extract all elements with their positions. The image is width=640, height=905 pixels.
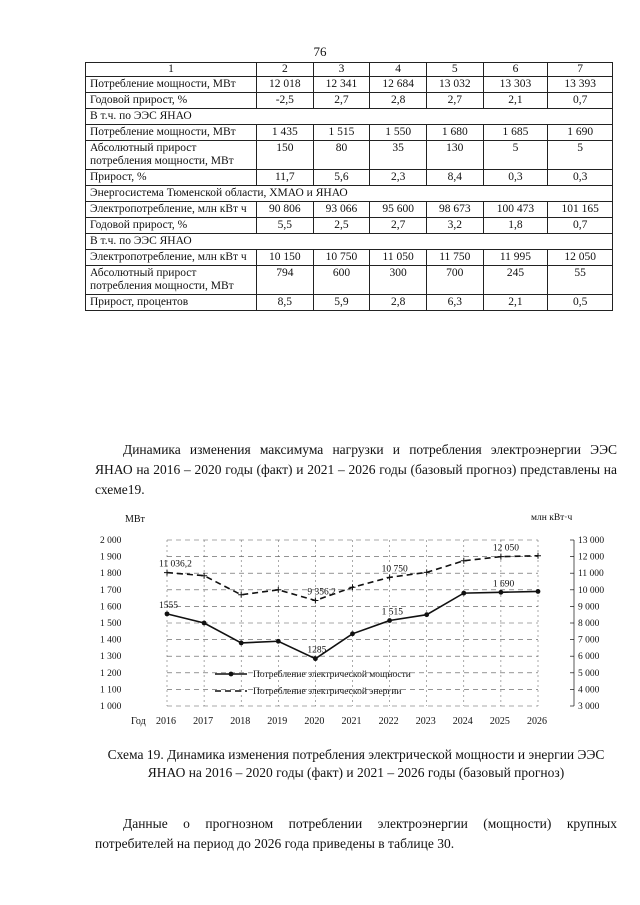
x-tick-label: 2025 (489, 716, 510, 727)
chart-caption: Схема 19. Динамика изменения потребления электрической мощности и энергии ЭЭС ЯНАО на 2016 – 2020 годы (факт) и 2021 – 2026 годы (базовый прогноз) (107, 747, 605, 780)
table-cell: 95 600 (370, 202, 427, 218)
series-point (276, 639, 281, 644)
table-cell: 2,7 (370, 218, 427, 234)
table-cell: 1 680 (426, 125, 483, 141)
table-cell: 5,5 (257, 218, 314, 234)
table-cell: 600 (313, 266, 370, 295)
series-point (165, 611, 170, 616)
table-cell: 245 (483, 266, 548, 295)
series-point (387, 618, 392, 623)
table-row (86, 202, 613, 218)
y-right-axis-label: млн кВт·ч (531, 513, 573, 523)
series-point (275, 587, 281, 593)
column-number: 7 (548, 63, 613, 77)
table-cell: 2,3 (370, 170, 427, 186)
y-right-tick-label: 10 000 (578, 585, 605, 596)
y-right-tick-label: 7 000 (578, 635, 600, 646)
y-right-tick-label: 12 000 (578, 552, 605, 563)
x-tick-label: 2022 (378, 716, 399, 727)
table-cell: 100 473 (483, 202, 548, 218)
legend-label-1: Потребление электрической энергии (253, 687, 402, 697)
table-cell: 5,6 (313, 170, 370, 186)
table-cell: 11 995 (483, 250, 548, 266)
table-cell: 1 690 (548, 125, 613, 141)
table-cell: 1 515 (313, 125, 370, 141)
dual-axis-line-chart (95, 504, 605, 729)
row-label: Абсолютный прирост потребления мощности, МВт (86, 266, 257, 295)
section-row (86, 109, 613, 125)
table-cell: 93 066 (313, 202, 370, 218)
y-right-tick-label: 4 000 (578, 685, 600, 696)
table-cell: 11 750 (426, 250, 483, 266)
table-cell: 130 (426, 141, 483, 170)
y-right-tick-label: 8 000 (578, 619, 600, 629)
row-label: Электропотребление, млн кВт ч (86, 250, 257, 266)
series-point (536, 589, 541, 594)
series-point (461, 591, 466, 596)
y-right-tick-label: 6 000 (578, 652, 600, 663)
section-label: Энергосистема Тюменской области, ХМАО и ЯНАО (86, 186, 613, 202)
y-left-tick-label: 1 600 (100, 602, 122, 613)
table-cell: 13 032 (426, 77, 483, 93)
table-cell: 0,3 (483, 170, 548, 186)
series-point (202, 621, 207, 626)
series-point (313, 656, 318, 661)
series-point (461, 558, 467, 564)
legend-label-0: Потребление электрической мощности (253, 670, 411, 680)
x-tick-label: 2023 (415, 716, 436, 727)
table-cell: 13 303 (483, 77, 548, 93)
row-label: Годовой прирост, % (86, 218, 257, 234)
row-label: Потребление мощности, МВт (86, 125, 257, 141)
table-cell: 35 (370, 141, 427, 170)
table-cell: 12 018 (257, 77, 314, 93)
x-tick-label: 2016 (156, 716, 176, 727)
table-cell: 90 806 (257, 202, 314, 218)
table-cell: 12 050 (548, 250, 613, 266)
table-row (86, 93, 613, 109)
y-left-tick-label: 1 500 (100, 619, 122, 629)
table-cell: 10 750 (313, 250, 370, 266)
data-label: 1285 (307, 645, 327, 656)
data-label: 10 750 (381, 564, 408, 575)
table-cell: 2,7 (313, 93, 370, 109)
section-row (86, 234, 613, 250)
row-label: Абсолютный прирост потребления мощности, МВт (86, 141, 257, 170)
x-tick-label: 2019 (267, 716, 288, 727)
table-cell: 2,1 (483, 295, 548, 311)
table-row (86, 295, 613, 311)
row-label: Электропотребление, млн кВт ч (86, 202, 257, 218)
section-label: В т.ч. по ЭЭС ЯНАО (86, 234, 613, 250)
series-point (238, 592, 244, 598)
series-point (164, 570, 170, 576)
y-left-tick-label: 1 100 (100, 685, 122, 696)
series-point (350, 631, 355, 636)
y-left-tick-label: 2 000 (100, 536, 122, 546)
table-cell: 8,4 (426, 170, 483, 186)
series-point (424, 569, 430, 575)
y-left-tick-label: 1 400 (100, 635, 122, 646)
data-label: 1555 (159, 600, 178, 611)
table-cell: 0,7 (548, 93, 613, 109)
table-cell: 150 (257, 141, 314, 170)
x-tick-label: 2026 (527, 716, 547, 727)
table-cell: 2,8 (370, 295, 427, 311)
table-row (86, 170, 613, 186)
table-cell: 1 685 (483, 125, 548, 141)
column-number: 4 (370, 63, 427, 77)
table-cell: 1,8 (483, 218, 548, 234)
y-right-tick-label: 9 000 (578, 602, 600, 613)
table-cell: 1 550 (370, 125, 427, 141)
table-row (86, 266, 613, 295)
x-tick-label: 2024 (452, 716, 473, 727)
row-label: Потребление мощности, МВт (86, 77, 257, 93)
table-cell: 0,5 (548, 295, 613, 311)
table-header-row (86, 63, 613, 77)
x-tick-label: 2021 (341, 716, 362, 727)
table-cell: 0,3 (548, 170, 613, 186)
section-row (86, 186, 613, 202)
table-cell: 2,5 (313, 218, 370, 234)
table-cell: 3,2 (426, 218, 483, 234)
table-cell: 98 673 (426, 202, 483, 218)
y-left-tick-label: 1 000 (100, 702, 122, 712)
series-point (424, 612, 429, 617)
section-label: В т.ч. по ЭЭС ЯНАО (86, 109, 613, 125)
y-left-axis-label: МВт (125, 514, 145, 525)
table-cell: 8,5 (257, 295, 314, 311)
table-cell: 10 150 (257, 250, 314, 266)
table-cell: -2,5 (257, 93, 314, 109)
data-label: 1 515 (381, 607, 403, 618)
table-cell: 12 341 (313, 77, 370, 93)
x-tick-label: 2020 (304, 716, 325, 727)
legend-marker-0 (229, 672, 234, 677)
table-row (86, 250, 613, 266)
row-label: Прирост, % (86, 170, 257, 186)
series-point (535, 553, 541, 559)
series-point (350, 584, 356, 590)
table-cell: 11,7 (257, 170, 314, 186)
y-right-tick-label: 5 000 (578, 668, 600, 679)
table-cell: 5 (483, 141, 548, 170)
x-axis-prefix: Год (131, 716, 146, 727)
table-cell: 794 (257, 266, 314, 295)
table-cell: 101 165 (548, 202, 613, 218)
table-cell: 700 (426, 266, 483, 295)
y-left-tick-label: 1 700 (100, 585, 122, 596)
table-cell: 1 435 (257, 125, 314, 141)
data-label: 12 050 (492, 543, 520, 554)
table-cell: 6,3 (426, 295, 483, 311)
table-row (86, 218, 613, 234)
y-left-tick-label: 1 800 (100, 569, 122, 580)
series-point (498, 554, 504, 560)
column-number: 1 (86, 63, 257, 77)
table-row (86, 125, 613, 141)
table-cell: 12 684 (370, 77, 427, 93)
table-cell: 55 (548, 266, 613, 295)
table-cell: 2,7 (426, 93, 483, 109)
table-cell: 5 (548, 141, 613, 170)
table-cell: 2,8 (370, 93, 427, 109)
x-tick-label: 2017 (193, 716, 214, 727)
series-point (499, 590, 504, 595)
table-cell: 13 393 (548, 77, 613, 93)
y-right-tick-label: 11 000 (578, 569, 604, 580)
y-left-tick-label: 1 900 (100, 552, 122, 563)
data-label: 9 356,2 (307, 587, 336, 598)
table-cell: 5,9 (313, 295, 370, 311)
row-label: Годовой прирост, % (86, 93, 257, 109)
column-number: 6 (483, 63, 548, 77)
table-cell: 0,7 (548, 218, 613, 234)
row-label: Прирост, процентов (86, 295, 257, 311)
data-label: 11 036,2 (159, 559, 192, 570)
data-table (85, 62, 613, 311)
y-right-tick-label: 13 000 (578, 536, 605, 546)
column-number: 5 (426, 63, 483, 77)
column-number: 2 (257, 63, 314, 77)
y-right-tick-label: 3 000 (578, 702, 600, 712)
series-line-1 (167, 556, 538, 601)
table-cell: 80 (313, 141, 370, 170)
table-cell: 2,1 (483, 93, 548, 109)
page-number: 76 (313, 44, 327, 59)
data-label: 1 690 (492, 579, 515, 590)
table-cell: 300 (370, 266, 427, 295)
column-number: 3 (313, 63, 370, 77)
table-cell: 11 050 (370, 250, 427, 266)
y-left-tick-label: 1 200 (100, 668, 122, 679)
outro-paragraph: Данные о прогнозном потреблении электроэнергии (мощности) крупных потребителей на период до 2026 года приведены в таблице 30. (95, 816, 617, 851)
series-point (312, 597, 318, 603)
table-row (86, 77, 613, 93)
table-row (86, 141, 613, 170)
series-point (239, 641, 244, 646)
y-left-tick-label: 1 300 (100, 652, 122, 663)
x-tick-label: 2018 (230, 716, 251, 727)
series-point (387, 574, 393, 580)
intro-paragraph: Динамика изменения максимума нагрузки и потребления электроэнергии ЭЭС ЯНАО на 2016 – 2020 годы (факт) и 2021 – 2026 годы (базовый прогноз) представлены на схеме19. (95, 442, 617, 497)
series-point (201, 573, 207, 579)
